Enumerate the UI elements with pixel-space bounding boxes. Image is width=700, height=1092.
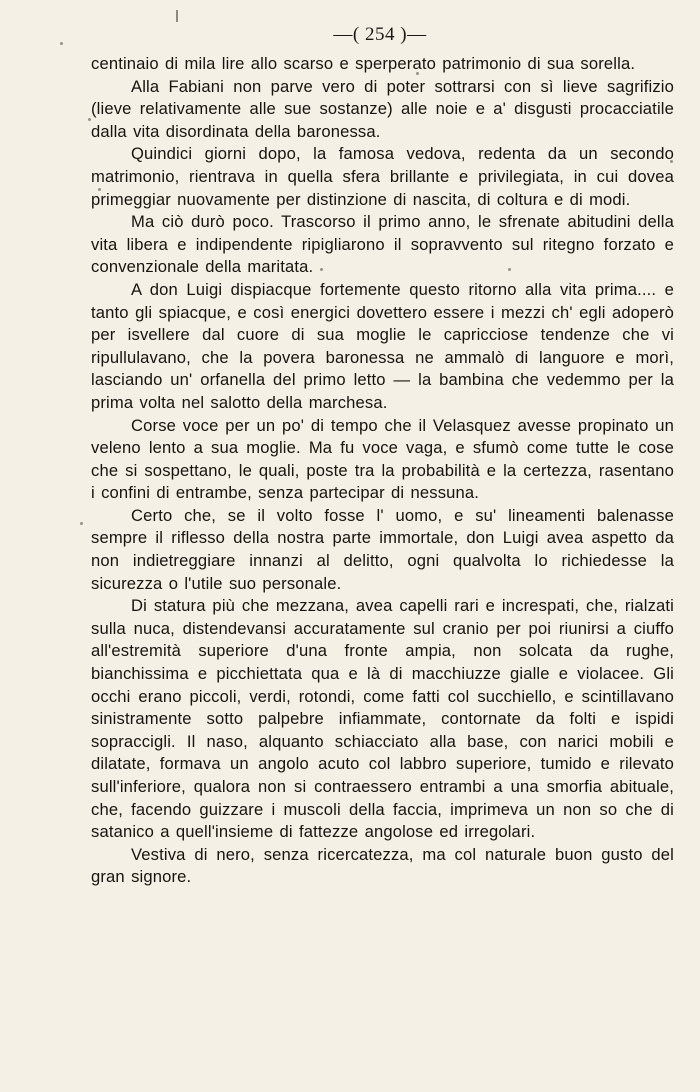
paragraph: A don Luigi dispiacque fortemente questo ritorno alla vita prima.... e tanto gli spiacque, e così energici dovettero essere i mezzi ch' egli adoperò per isvellere dal cuore di sua moglie le capricciose tendenze che vi ripullulavano, che la povera baronessa ne ammalò di languore e morì, lasciando un' orfanella del primo letto — la bambina che vedemmo per la prima volta nel salotto della marchesa.: [91, 279, 674, 412]
paragraph: Ma ciò durò poco. Trascorso il primo anno, le sfrenate abitudini della vita libera e indipendente ripigliarono il sopravvento sul ritegno forzato e convenzionale della maritata.: [91, 212, 674, 277]
paragraph: Alla Fabiani non parve vero di poter sottrarsi con sì lieve sagrifizio (lieve relativamente alle sue sostanze) alle noie e a' disgusti procacciatile dalla vita disordinata della baronessa.: [91, 76, 674, 141]
paragraph: Quindici giorni dopo, la famosa vedova, redenta da un secondo matrimonio, rientrava in quella sfera brillante e privilegiata, in cui dovea primeggiar nuovamente per distinzione di nascita, di coltura e di modi.: [91, 144, 674, 209]
paragraph: centinaio di mila lire allo scarso e sperperato patrimonio di sua sorella.: [91, 54, 636, 73]
scan-speck: [80, 522, 83, 525]
paragraph: Corse voce per un po' di tempo che il Velasquez avesse propinato un veleno lento a sua moglie. Ma fu voce vaga, e sfumò come tutte le cose che si sospettano, le quali, poste tra la probabilità e la certezza, rasentano i confini di entrambe, senza partecipar di nessuna.: [91, 415, 674, 503]
paragraph: Di statura più che mezzana, avea capelli rari e increspati, che, rialzati sulla nuca, distendevansi accuratamente sul cranio per poi riunirsi a ciuffo all'estremità superiore d'una fronte ampia, non solcata da rughe, bianchissima e picchiettata qua e là di macchiuzze gialle e violacee. Gli occhi erano piccoli, verdi, rotondi, come fatti col succhiello, e scintillavano sinistramente sotto palpebre infiammate, contornate da folti e ispidi sopraccigli. Il naso, alquanto schiacciato alla base, con narici mobili e dilatate, formava un angolo acuto col labbro superiore, tumido e rilevato sull'inferiore, qualora non si contraessero entrambi a una smorfia abituale, che, facendo guizzare i muscoli della faccia, imprimeva un non so che di satanico a quell'insieme di fattezze angolose ed irregolari.: [91, 596, 674, 842]
page-number: —( 254 )—: [333, 24, 427, 45]
paragraph: Certo che, se il volto fosse l' uomo, e su' lineamenti balenasse sempre il riflesso della nostra parte immortale, don Luigi avea aspetto da non indietreggiare innanzi al delitto, ogni qualvolta lo richiedesse la sicurezza o l'utile suo personale.: [91, 505, 674, 593]
body-text: [91, 53, 674, 889]
scan-mark: [176, 10, 178, 22]
paragraph: Vestiva di nero, senza ricercatezza, ma col naturale buon gusto del gran signore.: [91, 844, 674, 887]
